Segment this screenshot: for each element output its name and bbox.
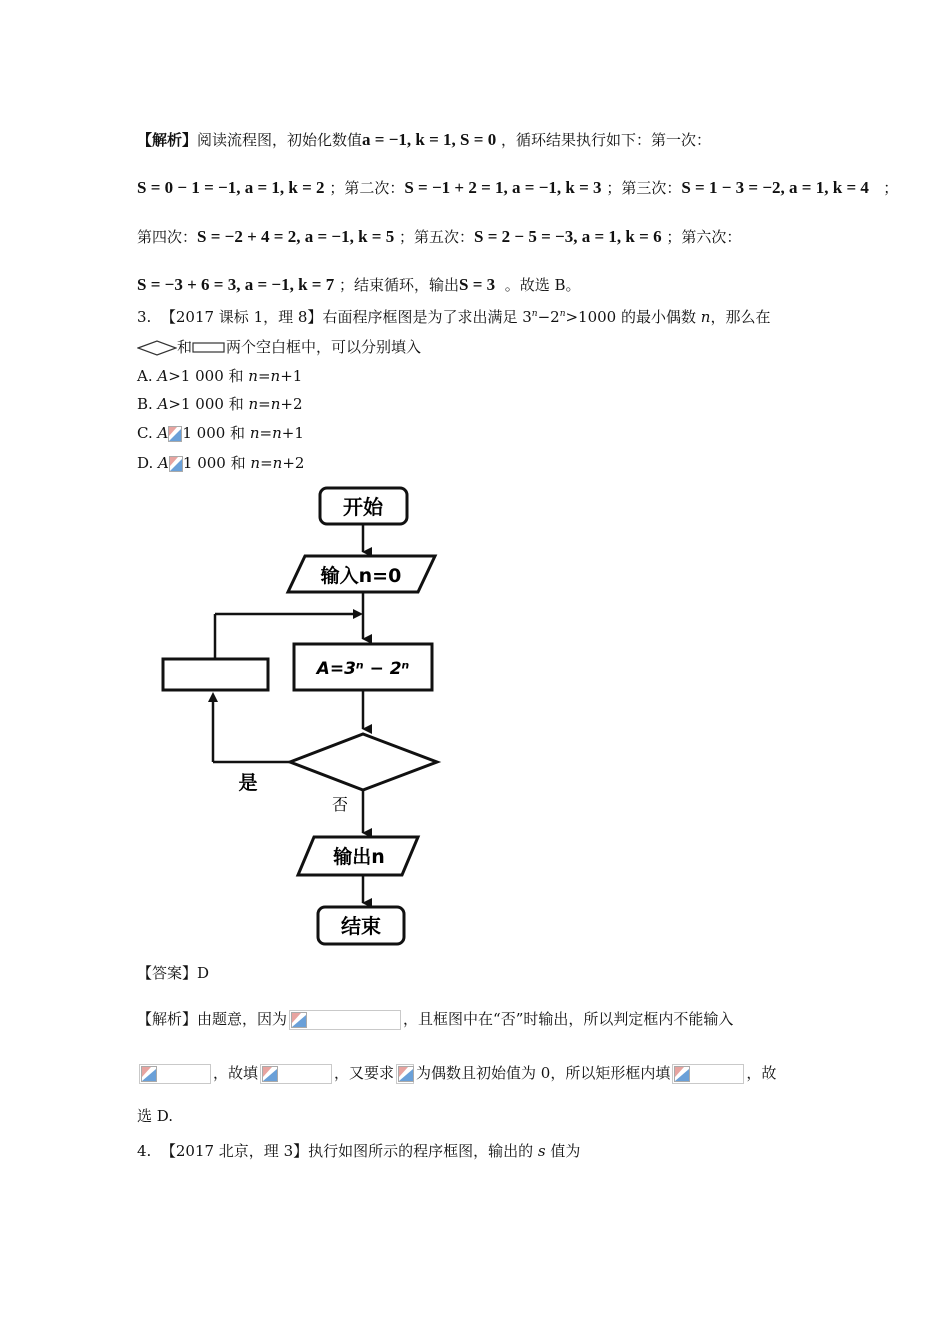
option-increment: +1 <box>281 424 304 442</box>
q3-stem-c: >1000 的最小偶数 <box>565 308 696 326</box>
q4-stem-a: 执行如图所示的程序框图，输出的 <box>308 1142 534 1160</box>
analysis2-line3 <box>137 1105 173 1126</box>
option-increment: +1 <box>280 367 303 385</box>
q4-stem-b: 值为 <box>550 1142 581 1160</box>
broken-image-icon <box>396 1064 414 1084</box>
q3-stem-d: ，那么在 <box>710 308 771 326</box>
q4-stem <box>137 1140 580 1161</box>
option-var-n: n <box>250 454 261 472</box>
flowchart <box>0 476 950 956</box>
option-increment: +2 <box>282 454 305 472</box>
option-var-a: A <box>158 454 169 472</box>
option-var-a: A <box>157 424 169 442</box>
answer-line <box>137 962 209 983</box>
analysis1-output: S = 3 <box>459 275 496 294</box>
option-var-a: A <box>157 395 169 413</box>
flowchart-empty-process-box <box>163 659 268 690</box>
analysis2-label: 【解析】 <box>137 1010 198 1028</box>
flowchart-end-label: 结束 <box>341 914 381 938</box>
analysis1-line1 <box>137 129 711 150</box>
q3-stem-line2 <box>137 336 421 357</box>
analysis2-t2: ，且框图中在“否”时输出，所以判定框内不能输入 <box>403 1010 734 1028</box>
option-eq: = <box>257 367 271 385</box>
broken-image-icon <box>289 1010 401 1030</box>
option-var-n: n <box>272 454 283 472</box>
option-var-a: A <box>157 367 169 385</box>
q3-stem-line2-end: 两个空白框中，可以分别填入 <box>226 338 422 356</box>
option-var-n: n <box>272 424 282 442</box>
flowchart-input-label: 输入n=0 <box>320 565 402 587</box>
analysis2-t7: 选 D. <box>137 1107 174 1125</box>
q3-var-n: n <box>700 308 711 326</box>
broken-image-icon <box>168 426 182 442</box>
q3-number: 3. <box>137 308 152 326</box>
analysis2-t6: ，故 <box>746 1064 777 1082</box>
q4-var-s: s <box>537 1142 546 1160</box>
option-key: D. <box>137 454 154 472</box>
option-var-n: n <box>270 395 281 413</box>
flowchart-decision-box <box>290 734 437 790</box>
broken-image-icon <box>169 456 183 472</box>
q3-option-b <box>137 393 303 414</box>
q4-number: 4. <box>137 1142 152 1160</box>
analysis1-label: 【解析】 <box>137 131 198 149</box>
q3-stem-a: 右面程序框图是为了求出满足 3 <box>322 308 532 326</box>
analysis1-line4 <box>137 274 581 295</box>
analysis1-sep6: ；第六次： <box>666 228 742 246</box>
broken-image-icon <box>672 1064 744 1084</box>
q3-option-c <box>137 422 304 443</box>
q4-source: 【2017 北京，理 3】 <box>160 1142 309 1160</box>
q3-stem-b: −2 <box>537 308 560 326</box>
option-text: 1 000 和 <box>182 424 246 442</box>
flowchart-start-label: 开始 <box>343 495 383 519</box>
flowchart-arrowhead <box>353 609 363 619</box>
analysis1-init: a = −1, k = 1, S = 0 <box>362 130 497 149</box>
rectangle-shape-icon <box>192 342 226 354</box>
option-key: A. <box>137 367 153 385</box>
analysis2-t1: 由题意，因为 <box>197 1010 288 1028</box>
option-eq: = <box>259 424 273 442</box>
option-eq: = <box>258 395 271 413</box>
q3-stem-line1 <box>137 306 770 327</box>
option-var-n: n <box>249 424 260 442</box>
flowchart-no-label: 否 <box>331 795 349 814</box>
analysis1-conclusion: 。故选 B。 <box>504 276 581 294</box>
analysis1-intro2: ，循环结果执行如下：第一次： <box>500 131 711 149</box>
analysis1-line2 <box>137 177 898 198</box>
flowchart-assign-label: A=3ⁿ − 2ⁿ <box>316 659 410 679</box>
analysis2-line1 <box>137 1008 733 1030</box>
diamond-shape-icon <box>137 340 177 356</box>
analysis2-t5: 为偶数且初始值为 0，所以矩形框内填 <box>416 1064 671 1082</box>
option-text: >1 000 和 <box>168 367 244 385</box>
q3-exp-n2: n <box>559 309 566 319</box>
analysis1-step4: S = −2 + 4 = 2, a = −1, k = 5 <box>197 227 395 246</box>
flowchart-arrowhead <box>208 692 218 702</box>
analysis1-step1: S = 0 − 1 = −1, a = 1, k = 2 <box>137 178 325 197</box>
analysis1-step3: S = 1 − 3 = −2, a = 1, k = 4 <box>681 178 869 197</box>
analysis1-step6: S = −3 + 6 = 3, a = −1, k = 7 <box>137 275 335 294</box>
analysis1-step2: S = −1 + 2 = 1, a = −1, k = 3 <box>404 178 602 197</box>
option-var-n: n <box>248 367 258 385</box>
analysis1-sep-end: ； <box>883 179 899 197</box>
analysis1-sep4: 第四次： <box>137 228 198 246</box>
option-increment: +2 <box>280 395 303 413</box>
analysis1-sep3: ；第三次： <box>606 179 682 197</box>
option-text: 1 000 和 <box>182 454 246 472</box>
answer-value: D <box>197 964 210 982</box>
analysis1-line3 <box>137 226 741 247</box>
answer-label: 【答案】 <box>137 964 198 982</box>
option-key: B. <box>137 395 153 413</box>
analysis1-sep5: ；第五次： <box>399 228 475 246</box>
flowchart-output-label: 输出n <box>333 846 385 868</box>
option-var-n: n <box>248 395 259 413</box>
analysis1-intro: 阅读流程图，初始化数值 <box>197 131 363 149</box>
q3-option-a <box>137 365 302 386</box>
flowchart-yes-label: 是 <box>238 772 258 794</box>
q3-source: 【2017 课标 1，理 8】 <box>160 308 323 326</box>
option-eq: = <box>260 454 273 472</box>
analysis2-t4: ，又要求 <box>334 1064 395 1082</box>
option-key: C. <box>137 424 153 442</box>
analysis1-sep2: ；第二次： <box>329 179 405 197</box>
option-text: >1 000 和 <box>168 395 244 413</box>
q3-exp-n1: n <box>531 309 538 319</box>
q3-option-d <box>137 452 304 473</box>
analysis1-step5: S = 2 − 5 = −3, a = 1, k = 6 <box>474 227 662 246</box>
analysis1-end-text: ；结束循环，输出 <box>339 276 460 294</box>
broken-image-icon <box>139 1064 211 1084</box>
analysis2-line2 <box>137 1062 776 1084</box>
option-var-n: n <box>270 367 281 385</box>
analysis2-t3: ，故填 <box>213 1064 259 1082</box>
q3-stem-line2-mid: 和 <box>177 338 193 356</box>
broken-image-icon <box>260 1064 332 1084</box>
